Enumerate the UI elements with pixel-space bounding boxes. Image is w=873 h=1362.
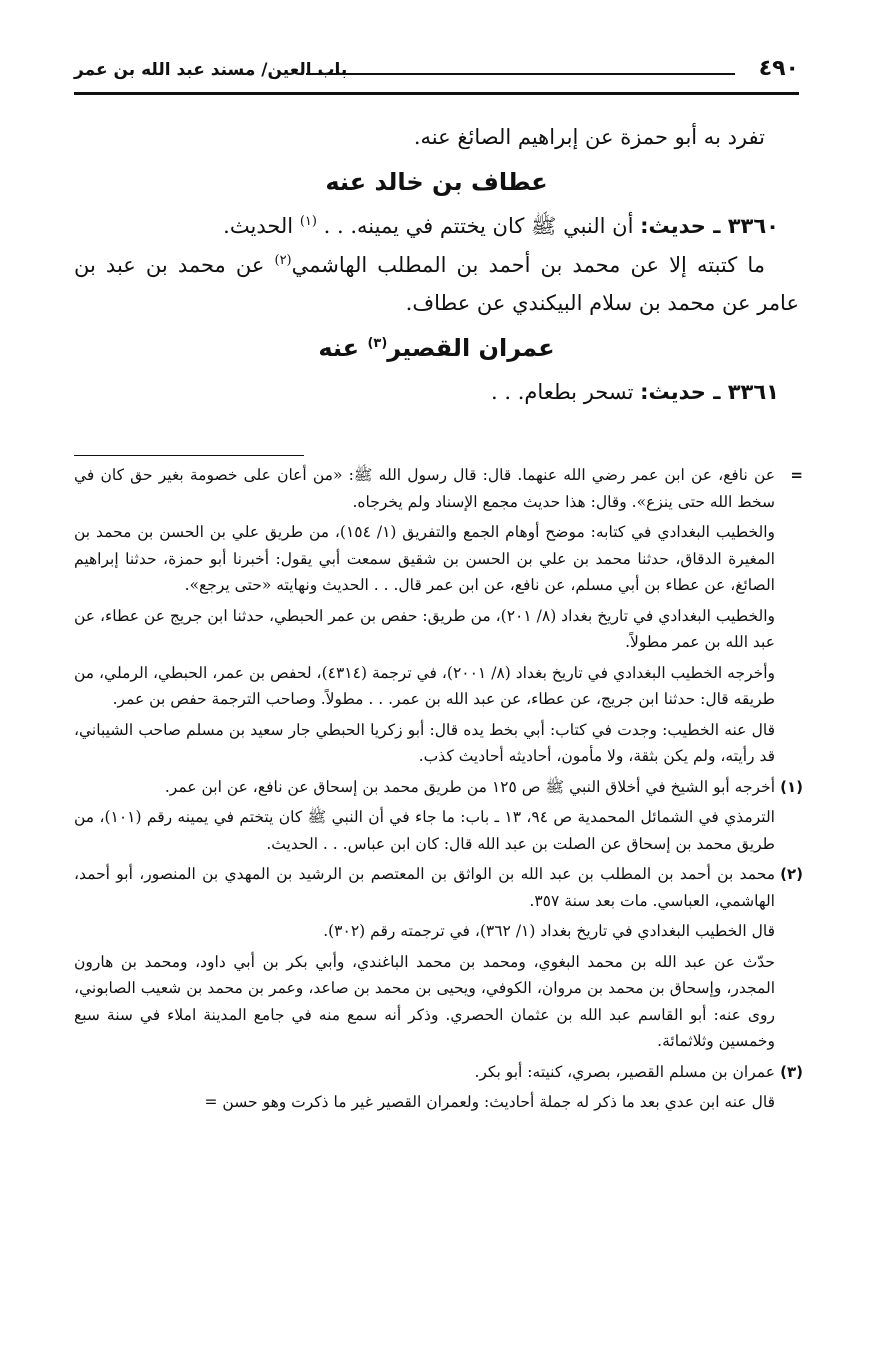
heading-text: عمران القصير: [387, 334, 555, 362]
footnote-continuation: [74, 462, 803, 770]
footnote-paragraph: عمران بن مسلم القصير، بصري، كنيته: أبو بكر.: [474, 1062, 775, 1081]
hadith-3360: [74, 206, 799, 246]
hadith-text: أن النبي ﷺ كان يختتم في يمينه. . .: [323, 214, 634, 238]
page-number: ٤٩٠: [758, 56, 799, 81]
footnote-number: (٢): [780, 865, 803, 883]
footnote-3: [74, 1059, 803, 1116]
hadith-text: تسحر بطعام. . .: [491, 380, 634, 404]
section-heading-imran: [74, 326, 799, 370]
isnad-text-b: عن محمد بن عبد بن عامر عن محمد بن سلام البيكندي عن عطاف.: [74, 253, 799, 315]
footnote-paragraph: حدّث عن عبد الله بن محمد البغوي، ومحمد بن محمد الباغندي، وأبي بكر بن أبي داود، ومحمد بن هارون المجدر، وإسحاق بن محمد بن مروان، الكوفي، ويحيى بن محمد بن صاعد، وعمر بن محمد بن شعيب الصابوني، روى عنه: أبو القاسم عبد الله بن عثمان الحصري. وذكر أنه سمع منه في جامع المدينة املاء في سنة سبع وخمسين وثلاثمائة.: [74, 952, 775, 1050]
footnote-paragraph: وأخرجه الخطيب البغدادي في تاريخ بغداد (٨/ ٢٠٠١)، في ترجمة (٤٣١٤)، لحفص بن عمر، الحبطي، الرملي، من طريقه قال: حدثنا ابن جريج، عن عطاء، عن عبد الله بن عمر. . . مطولاً. وصاحب الترجمة حفص بن عمر.: [74, 663, 775, 708]
footnote-number: (١): [780, 777, 803, 796]
hadith-number: ٣٣٦٠ ـ حديث:: [640, 214, 779, 238]
footnote-1: [74, 774, 803, 858]
footnote-ref: (١): [299, 214, 317, 229]
running-header: [74, 52, 799, 95]
footnotes: [74, 462, 803, 1120]
footnote-paragraph: محمد بن أحمد بن المطلب بن عبد الله بن الواثق بن المعتصم بن الرشيد بن المهدي بن المنصور، أبو أحمد، الهاشمي، العباسي. مات بعد سنة ٣٥٧.: [74, 865, 775, 910]
paragraph-tafarrud: تفرد به أبو حمزة عن إبراهيم الصائغ عنه.: [413, 125, 765, 149]
paragraph-isnad: [74, 246, 799, 322]
footnote-paragraph: أخرجه أبو الشيخ في أخلاق النبي ﷺ ص ١٢٥ من طريق محمد بن إسحاق عن نافع، عن ابن عمر.: [164, 777, 775, 796]
footnote-number: (٣): [780, 1062, 803, 1081]
footnote-ref: (٣): [367, 336, 388, 351]
footnote-2: [74, 861, 803, 1055]
running-title: باب العين/ مسند عبد الله بن عمر: [74, 60, 348, 80]
main-text: [74, 118, 799, 412]
footnote-paragraph: قال عنه الخطيب: وجدت في كتاب: أبي بخط يده قال: أبو زكريا الحبطي جار سعيد بن مسلم صاحب الشيباني، قد رأيته، ولم يكن بثقة، ولا مأمون، أحاديثه أحاديث كذب.: [74, 720, 775, 765]
footnote-paragraph: والخطيب البغدادي في كتابه: موضح أوهام الجمع والتفريق (١/ ١٥٤)، من طريق علي بن الحسن بن محمد بن المغيرة الدقاق، حدثنا محمد بن علي بن الحسن بن شقيق سمعت أبي يقول: أخبرنا أبو حمزة، حدثنا إبراهيم الصائغ، عن عطاء بن أبي مسلم، عن نافع، عن ابن عمر قال. . . الحديث ونهايته «حتى يرجع».: [74, 523, 775, 594]
header-rule: [306, 73, 735, 75]
footnote-paragraph: والخطيب البغدادي في تاريخ بغداد (٨/ ٢٠١)، من طريق: حفص بن عمر الحبطي، حدثنا ابن جريج عن عطاء، عن عبد الله بن عمر مطولاً.: [74, 606, 775, 651]
heading-text-end: عنه: [318, 334, 360, 362]
hadith-number: ٣٣٦١ ـ حديث:: [640, 380, 779, 404]
footnote-paragraph: قال الخطيب البغدادي في تاريخ بغداد (١/ ٣٦٢)، في ترجمته رقم (٣٠٢).: [323, 922, 775, 940]
footnote-paragraph: قال عنه ابن عدي بعد ما ذكر له جملة أحاديث: ولعمران القصير غير ما ذكرت وهو حسن =: [204, 1093, 775, 1111]
section-heading-attaf: عطاف بن خالد عنه: [325, 168, 548, 196]
footnote-ref: (٢): [274, 253, 292, 268]
hadith-3361: [74, 372, 799, 412]
continuation-mark: =: [790, 466, 803, 484]
footnote-paragraph: عن نافع، عن ابن عمر رضي الله عنهما. قال: قال رسول الله ﷺ: «من أعان على خصومة بغير حق كان في سخط الله حتى ينزع». وقال: هذا حديث مجمع الإسناد ولم يخرجاه.: [74, 466, 775, 511]
isnad-text-a: ما كتبته إلا عن محمد بن أحمد بن المطلب الهاشمي: [291, 253, 765, 277]
footnote-separator: [74, 455, 304, 456]
footnote-paragraph: الترمذي في الشمائل المحمدية ص ٩٤، ١٣ ـ باب: ما جاء في أن النبي ﷺ كان يتختم في يمينه رقم (١٠١)، من طريق محمد بن إسحاق عن الصلت بن عبد الله قال: كان ابن عباس. . . الحديث.: [74, 808, 775, 853]
hadith-ending: الحديث.: [223, 214, 294, 238]
